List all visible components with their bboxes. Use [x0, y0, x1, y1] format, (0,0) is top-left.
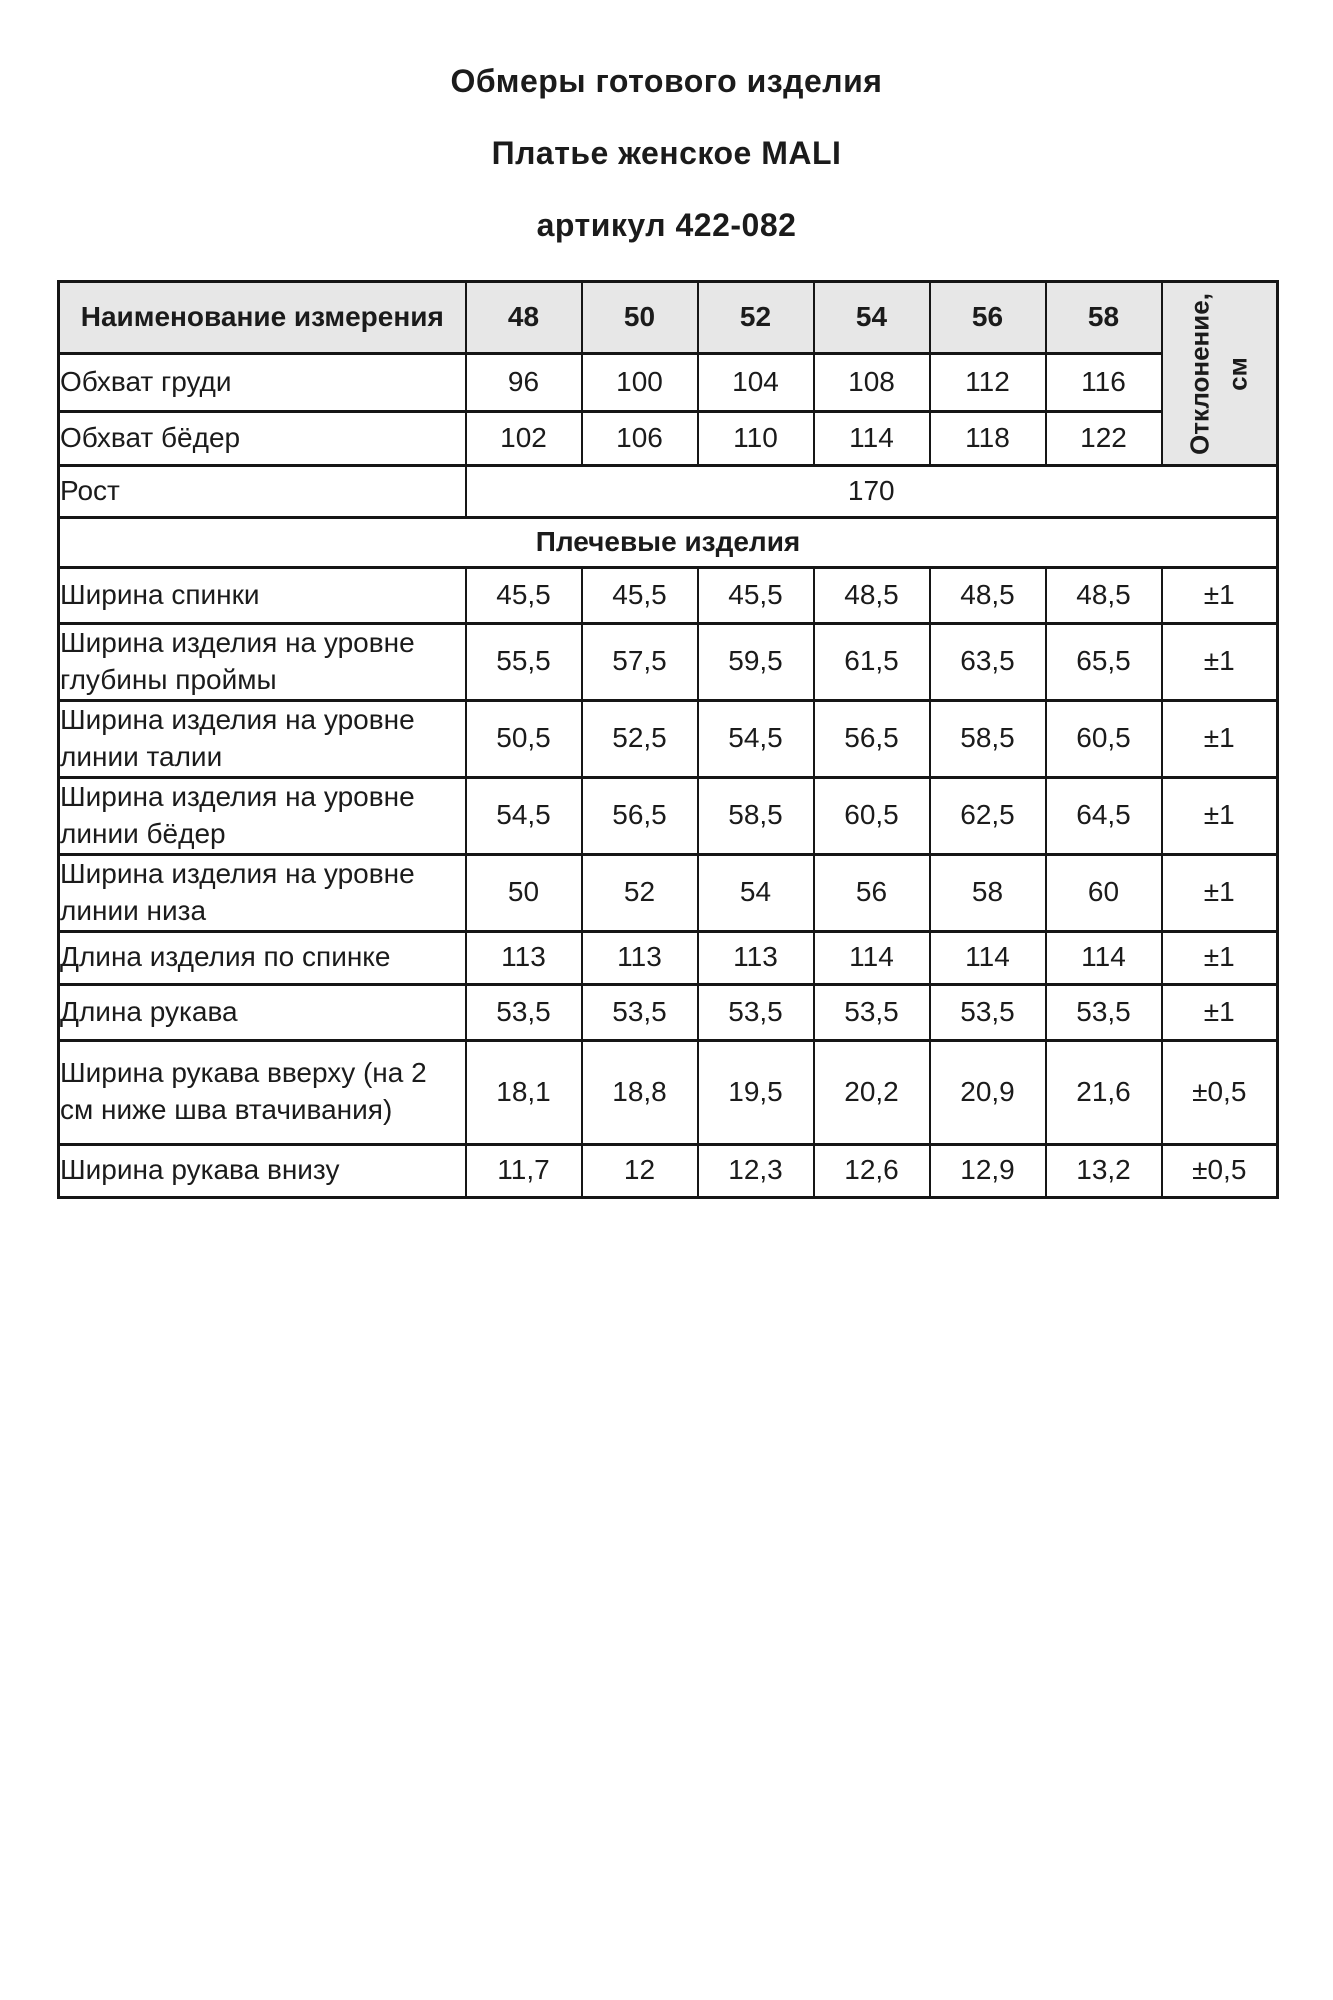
value-cell: 64,5	[1046, 777, 1162, 854]
value-cell: 19,5	[698, 1040, 814, 1144]
value-cell: 60	[1046, 854, 1162, 931]
value-cell: 59,5	[698, 624, 814, 701]
table-row-width-hem	[59, 854, 1278, 931]
value-cell: 53,5	[698, 984, 814, 1040]
value-cell: 122	[1046, 412, 1162, 466]
row-label: Длина изделия по спинке	[59, 931, 466, 984]
row-label: Ширина рукава внизу	[59, 1144, 466, 1197]
deviation-value-cell: ±1	[1162, 568, 1278, 624]
value-cell: 45,5	[582, 568, 698, 624]
value-cell: 63,5	[930, 624, 1046, 701]
header-size-54: 54	[814, 282, 930, 354]
table-row-width-armhole	[59, 624, 1278, 701]
value-cell: 56,5	[814, 700, 930, 777]
value-cell: 55,5	[466, 624, 582, 701]
deviation-label-line1: Отклонение,	[1184, 292, 1215, 455]
value-cell: 106	[582, 412, 698, 466]
value-cell: 53,5	[930, 984, 1046, 1040]
value-cell: 56,5	[582, 777, 698, 854]
value-cell: 61,5	[814, 624, 930, 701]
value-cell: 57,5	[582, 624, 698, 701]
header-size-50: 50	[582, 282, 698, 354]
table-header-row	[59, 282, 1278, 354]
value-cell: 62,5	[930, 777, 1046, 854]
header-deviation	[1162, 282, 1278, 466]
row-label: Рост	[59, 466, 466, 518]
value-cell: 53,5	[1046, 984, 1162, 1040]
value-cell: 21,6	[1046, 1040, 1162, 1144]
value-cell: 113	[582, 931, 698, 984]
header-measurement-name: Наименование измерения	[59, 282, 466, 354]
deviation-value-cell: ±1	[1162, 777, 1278, 854]
value-cell: 45,5	[698, 568, 814, 624]
row-label: Длина рукава	[59, 984, 466, 1040]
value-cell: 104	[698, 354, 814, 412]
value-cell: 13,2	[1046, 1144, 1162, 1197]
header-size-58: 58	[1046, 282, 1162, 354]
value-cell: 48,5	[930, 568, 1046, 624]
table-row-sleeve-length	[59, 984, 1278, 1040]
row-label: Ширина изделия на уровне линии талии	[59, 700, 466, 777]
value-cell: 20,2	[814, 1040, 930, 1144]
value-cell: 12	[582, 1144, 698, 1197]
value-cell: 56	[814, 854, 930, 931]
value-cell: 116	[1046, 354, 1162, 412]
deviation-value-cell: ±0,5	[1162, 1040, 1278, 1144]
value-cell: 11,7	[466, 1144, 582, 1197]
value-cell: 114	[814, 412, 930, 466]
row-label: Ширина рукава вверху (на 2 см ниже шва втачивания)	[59, 1040, 466, 1144]
value-cell: 52,5	[582, 700, 698, 777]
value-cell: 20,9	[930, 1040, 1046, 1144]
value-cell: 12,9	[930, 1144, 1046, 1197]
table-row-sleeve-width-top	[59, 1040, 1278, 1144]
deviation-value-cell: ±1	[1162, 700, 1278, 777]
value-cell: 18,8	[582, 1040, 698, 1144]
value-cell: 53,5	[582, 984, 698, 1040]
size-table	[57, 280, 1279, 1199]
value-cell: 54	[698, 854, 814, 931]
row-label: Ширина изделия на уровне линии бёдер	[59, 777, 466, 854]
table-row-back-width	[59, 568, 1278, 624]
row-label: Ширина изделия на уровне линии низа	[59, 854, 466, 931]
row-label: Ширина спинки	[59, 568, 466, 624]
value-cell: 114	[1046, 931, 1162, 984]
value-cell: 48,5	[1046, 568, 1162, 624]
header-size-56: 56	[930, 282, 1046, 354]
value-cell: 54,5	[466, 777, 582, 854]
deviation-value-cell: ±1	[1162, 931, 1278, 984]
title-block	[0, 0, 1333, 242]
section-header-row	[59, 518, 1278, 568]
article-number: артикул 422-082	[536, 207, 797, 243]
table-row-back-length	[59, 931, 1278, 984]
value-cell: 114	[930, 931, 1046, 984]
value-cell: 100	[582, 354, 698, 412]
value-cell: 12,6	[814, 1144, 930, 1197]
row-label: Обхват бёдер	[59, 412, 466, 466]
value-cell: 50,5	[466, 700, 582, 777]
value-cell: 113	[466, 931, 582, 984]
deviation-label-line2: см	[1222, 356, 1253, 391]
deviation-value-cell: ±0,5	[1162, 1144, 1278, 1197]
table-row-sleeve-width-bottom	[59, 1144, 1278, 1197]
value-cell: 96	[466, 354, 582, 412]
product-title: Платье женское MALI	[491, 135, 842, 171]
header-size-48: 48	[466, 282, 582, 354]
value-cell: 12,3	[698, 1144, 814, 1197]
value-cell: 114	[814, 931, 930, 984]
value-cell: 60,5	[1046, 700, 1162, 777]
value-cell: 108	[814, 354, 930, 412]
table-row-width-hips	[59, 777, 1278, 854]
value-cell: 53,5	[466, 984, 582, 1040]
value-cell: 112	[930, 354, 1046, 412]
page-title: Обмеры готового изделия	[450, 63, 883, 99]
height-value-cell: 170	[466, 466, 1278, 518]
value-cell: 118	[930, 412, 1046, 466]
value-cell: 60,5	[814, 777, 930, 854]
value-cell: 65,5	[1046, 624, 1162, 701]
value-cell: 102	[466, 412, 582, 466]
table-row-width-waist	[59, 700, 1278, 777]
value-cell: 18,1	[466, 1040, 582, 1144]
header-size-52: 52	[698, 282, 814, 354]
value-cell: 110	[698, 412, 814, 466]
value-cell: 53,5	[814, 984, 930, 1040]
value-cell: 52	[582, 854, 698, 931]
deviation-value-cell: ±1	[1162, 854, 1278, 931]
deviation-value-cell: ±1	[1162, 984, 1278, 1040]
value-cell: 58,5	[930, 700, 1046, 777]
value-cell: 58	[930, 854, 1046, 931]
value-cell: 50	[466, 854, 582, 931]
value-cell: 45,5	[466, 568, 582, 624]
table-row-hip-girth	[59, 412, 1278, 466]
deviation-rotated-label	[1182, 279, 1257, 469]
section-header: Плечевые изделия	[59, 518, 1278, 568]
deviation-value-cell: ±1	[1162, 624, 1278, 701]
table-row-chest-girth	[59, 354, 1278, 412]
value-cell: 58,5	[698, 777, 814, 854]
value-cell: 48,5	[814, 568, 930, 624]
table-row-height	[59, 466, 1278, 518]
row-label: Ширина изделия на уровне глубины проймы	[59, 624, 466, 701]
value-cell: 54,5	[698, 700, 814, 777]
row-label: Обхват груди	[59, 354, 466, 412]
value-cell: 113	[698, 931, 814, 984]
